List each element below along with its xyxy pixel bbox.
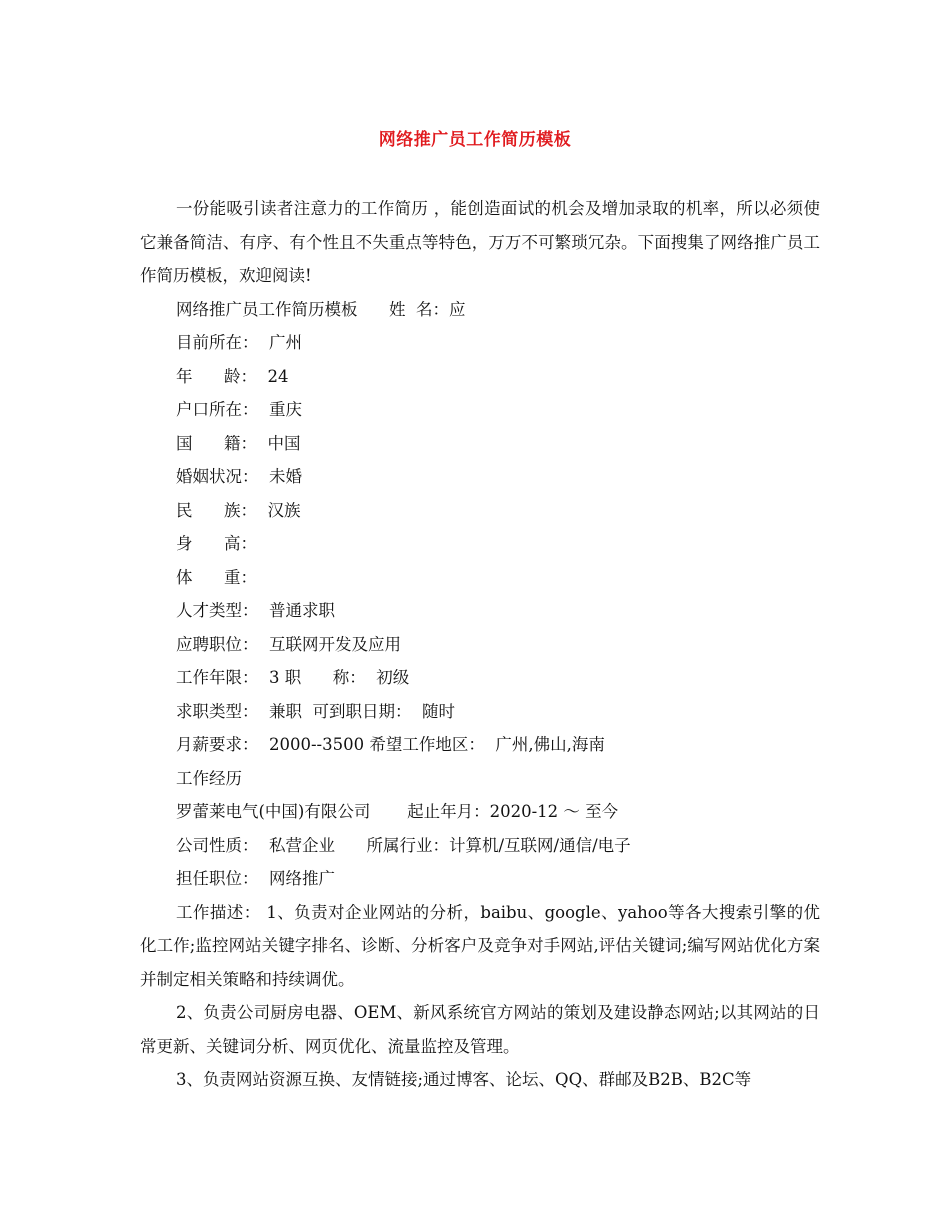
field-line-salary: 月薪要求： 2000--3500 希望工作地区： 广州,佛山,海南: [176, 735, 605, 754]
field-line-location: 目前所在： 广州: [176, 333, 302, 352]
work-description-3: 3、负责网站资源互换、友情链接;通过博客、论坛、QQ、群邮及B2B、B2C等: [176, 1070, 752, 1089]
field-line-hukou: 户口所在： 重庆: [176, 400, 302, 419]
field-line-talent-type: 人才类型： 普通求职: [176, 601, 335, 620]
section-heading-work-history: 工作经历: [176, 768, 242, 788]
resume-fields: [140, 293, 820, 896]
field-line-template-name: 网络推广员工作简历模板 姓 名：应: [176, 299, 466, 319]
field-line-ethnicity: 民 族： 汉族: [176, 500, 301, 520]
field-line-work-years: 工作年限： 3 职 称： 初级: [176, 668, 410, 687]
field-line-marital: 婚姻状况： 未婚: [176, 467, 302, 486]
field-line-position: 应聘职位： 互联网开发及应用: [176, 634, 401, 654]
field-line-height: 身 高：: [176, 534, 257, 553]
document-title: 网络推广员工作简历模板: [378, 130, 572, 150]
field-line-weight: 体 重：: [176, 567, 257, 587]
field-line-job-type: 求职类型： 兼职 可到职日期： 随时: [176, 701, 455, 721]
document-body: [140, 192, 820, 1097]
work-description-1: 工作描述： 1、负责对企业网站的分析，baibu、google、yahoo等各大搜索引擎的优化工作;监控网站关键字排名、诊断、分析客户及竞争对手网站,评估关键词;编写网站优化方案并制定相关策略和持续调优。: [140, 902, 820, 989]
work-description-2: 2、负责公司厨房电器、OEM、新风系统官方网站的策划及建设静态网站;以其网站的日常更新、关键词分析、网页优化、流量监控及管理。: [140, 1003, 820, 1056]
field-line-company-type: 公司性质： 私营企业 所属行业：计算机/互联网/通信/电子: [176, 835, 631, 855]
intro-paragraph: 一份能吸引读者注意力的工作简历 ，能创造面试的机会及增加录取的机率，所以必须使它兼备简洁、有序、有个性且不失重点等特色，万万不可繁琐冗杂。下面搜集了网络推广员工作简历模板，欢迎阅读!: [140, 199, 820, 285]
field-line-role: 担任职位： 网络推广: [176, 869, 335, 888]
field-line-company: 罗蕾莱电气(中国)有限公司 起止年月：2020-12 ～ 至今: [176, 802, 619, 821]
field-line-age: 年 龄： 24: [176, 366, 289, 386]
field-line-nationality: 国 籍： 中国: [176, 433, 301, 453]
